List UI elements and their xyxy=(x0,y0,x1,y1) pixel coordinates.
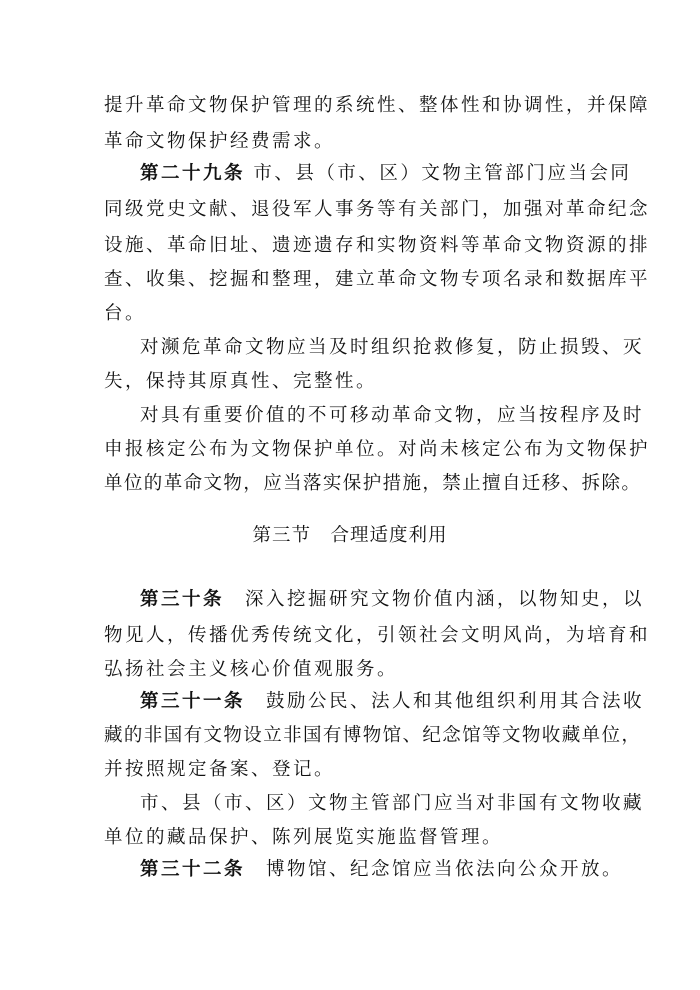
article-29-line xyxy=(140,156,631,192)
text-line xyxy=(104,124,335,160)
text-line xyxy=(104,296,146,332)
line-text: 并按照规定备案、登记。 xyxy=(104,759,336,780)
text-line xyxy=(104,752,335,788)
line-text: 市、县（市、区）文物主管部门应当对非国有文物收藏 xyxy=(140,793,645,814)
article-number: 第三十一条 xyxy=(140,691,246,712)
line-text: 台。 xyxy=(104,303,147,324)
line-text: 藏的非国有文物设立非国有博物馆、纪念馆等文物收藏单位， xyxy=(104,725,642,746)
text-line xyxy=(104,718,641,754)
line-text: 设施、革命旧址、遗迹遗存和实物资料等革命文物资源的排 xyxy=(104,235,651,256)
article-number: 第二十九条 xyxy=(140,163,246,184)
text-line xyxy=(104,466,641,502)
text-line xyxy=(104,618,650,654)
line-text: 申报核定公布为文物保护单位。对尚未核定公布为文物保护 xyxy=(104,439,651,460)
section-heading: 第三节 合理适度利用 xyxy=(252,525,448,546)
line-text: 失，保持其原真性、完整性。 xyxy=(104,371,378,392)
line-text: 单位的革命文物，应当落实保护措施，禁止擅自迁移、拆除。 xyxy=(104,473,642,494)
text-line xyxy=(104,652,398,688)
article-32-line xyxy=(140,852,623,888)
line-text: 深入挖掘研究文物价值内涵，以物知史，以 xyxy=(224,589,645,610)
text-line xyxy=(104,228,650,264)
line-text: 查、收集、挖掘和整理，建立革命文物专项名录和数据库平 xyxy=(104,269,651,290)
line-text: 单位的藏品保护、陈列展览实施监督管理。 xyxy=(104,827,504,848)
text-line xyxy=(104,432,650,468)
text-line xyxy=(104,262,650,298)
article-number: 第三十条 xyxy=(140,589,225,610)
article-30-line xyxy=(140,582,644,618)
line-text: 对具有重要价值的不可移动革命文物，应当按程序及时 xyxy=(140,405,645,426)
line-text: 鼓励公民、法人和其他组织利用其合法收 xyxy=(245,691,645,712)
paragraph-start-line xyxy=(140,786,644,822)
paragraph-start-line xyxy=(140,398,644,434)
line-text: 对濒危革命文物应当及时组织抢救修复，防止损毁、灭 xyxy=(140,337,645,358)
article-number: 第三十二条 xyxy=(140,859,246,880)
line-text: 弘扬社会主义核心价值观服务。 xyxy=(104,659,399,680)
line-text: 博物馆、纪念馆应当依法向公众开放。 xyxy=(245,859,624,880)
article-31-line xyxy=(140,684,644,720)
text-line xyxy=(104,364,377,400)
line-text: 革命文物保护经费需求。 xyxy=(104,131,336,152)
text-line xyxy=(104,820,503,856)
paragraph-start-line xyxy=(140,330,644,366)
text-line xyxy=(104,88,650,124)
text-line xyxy=(104,192,650,228)
line-text: 提升革命文物保护管理的系统性、整体性和协调性，并保障 xyxy=(104,95,651,116)
line-text: 同级党史文献、退役军人事务等有关部门，加强对革命纪念 xyxy=(104,199,651,220)
line-text: 市、县（市、区）文物主管部门应当会同 xyxy=(245,163,632,184)
line-text: 物见人，传播优秀传统文化，引领社会文明风尚，为培育和 xyxy=(104,625,651,646)
